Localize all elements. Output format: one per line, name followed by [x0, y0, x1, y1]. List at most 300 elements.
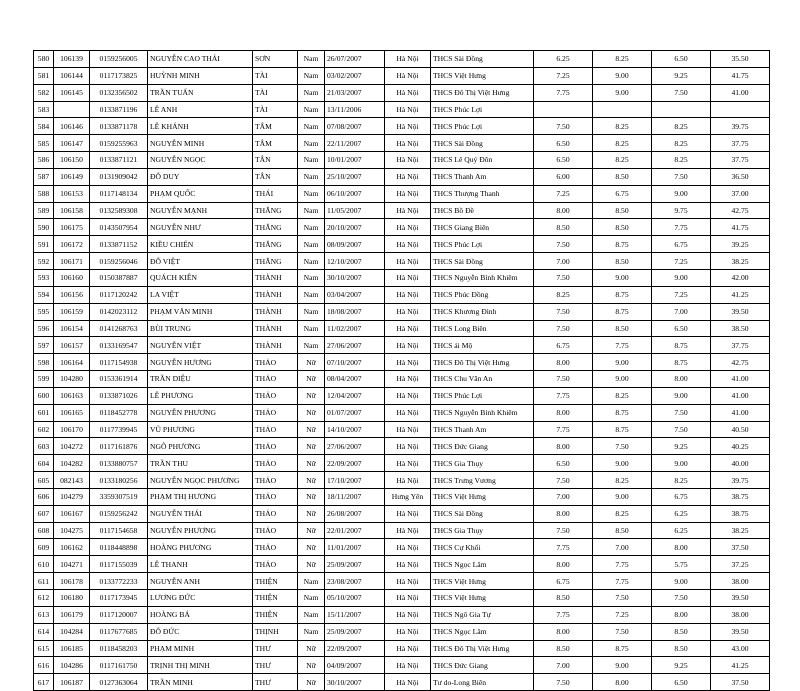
stt-cell: 600	[34, 387, 54, 404]
sbd-cell: 104286	[54, 657, 90, 674]
score-2-cell: 9.00	[593, 84, 652, 101]
score-3-cell: 6.50	[652, 51, 711, 68]
score-2-cell: 6.75	[593, 185, 652, 202]
gender-cell: Nữ	[298, 539, 325, 556]
id-cell: 0133871178	[90, 118, 148, 135]
score-2-cell: 8.25	[593, 505, 652, 522]
score-2-cell: 7.00	[593, 539, 652, 556]
surname-cell: NGUYỄN MẠNH	[148, 202, 253, 219]
surname-cell: HOÀNG BÁ	[148, 606, 253, 623]
gender-cell: Nam	[298, 51, 325, 68]
score-2-cell: 9.00	[593, 354, 652, 371]
table-row	[34, 269, 770, 286]
surname-cell: PHẠM MINH	[148, 640, 253, 657]
score-1-cell: 7.50	[534, 269, 593, 286]
gender-cell: Nữ	[298, 371, 325, 388]
score-2-cell: 8.25	[593, 472, 652, 489]
score-1-cell: 8.00	[534, 354, 593, 371]
school-cell: THCS Sài Đồng	[431, 51, 534, 68]
score-3-cell: 7.25	[652, 253, 711, 270]
school-cell: THCS Nguyễn Bỉnh Khiêm	[431, 269, 534, 286]
dob-cell: 01/07/2007	[325, 404, 385, 421]
total-score-cell: 37.75	[711, 135, 770, 152]
total-score-cell: 37.25	[711, 556, 770, 573]
school-cell: THCS Thượng Thanh	[431, 185, 534, 202]
stt-cell: 594	[34, 286, 54, 303]
dob-cell: 08/04/2007	[325, 371, 385, 388]
table-row	[34, 657, 770, 674]
surname-cell: ĐỖ VIỆT	[148, 253, 253, 270]
school-cell: Tư do-Long Biên	[431, 674, 534, 691]
sbd-cell: 106145	[54, 84, 90, 101]
given-name-cell: THẢO	[253, 539, 298, 556]
given-name-cell: THẢO	[253, 438, 298, 455]
id-cell: 0117161750	[90, 657, 148, 674]
total-score-cell: 40.25	[711, 438, 770, 455]
total-score-cell: 42.75	[711, 354, 770, 371]
sbd-cell: 106149	[54, 168, 90, 185]
surname-cell: NGUYỄN ANH	[148, 573, 253, 590]
score-1-cell	[534, 101, 593, 118]
dob-cell: 26/08/2007	[325, 505, 385, 522]
dob-cell: 13/11/2006	[325, 101, 385, 118]
surname-cell: TRẦN THU	[148, 455, 253, 472]
birthplace-cell: Hà Nội	[385, 505, 431, 522]
id-cell: 0153361914	[90, 371, 148, 388]
school-cell: THCS Lê Quý Đôn	[431, 152, 534, 169]
table-body	[34, 51, 770, 691]
score-3-cell: 8.50	[652, 640, 711, 657]
score-2-cell: 8.50	[593, 219, 652, 236]
gender-cell: Nam	[298, 286, 325, 303]
total-score-cell: 37.00	[711, 185, 770, 202]
total-score-cell: 38.75	[711, 505, 770, 522]
sbd-cell: 106157	[54, 337, 90, 354]
score-1-cell: 7.75	[534, 84, 593, 101]
birthplace-cell: Hà Nội	[385, 152, 431, 169]
given-name-cell: THÀNH	[253, 286, 298, 303]
sbd-cell: 106179	[54, 606, 90, 623]
given-name-cell: TÀI	[253, 67, 298, 84]
stt-cell: 615	[34, 640, 54, 657]
dob-cell: 30/10/2007	[325, 269, 385, 286]
table-row	[34, 253, 770, 270]
gender-cell: Nữ	[298, 472, 325, 489]
surname-cell: LÊ KHÁNH	[148, 118, 253, 135]
birthplace-cell: Hà Nội	[385, 354, 431, 371]
score-3-cell: 9.25	[652, 67, 711, 84]
score-3-cell: 5.75	[652, 556, 711, 573]
stt-cell: 602	[34, 421, 54, 438]
score-3-cell: 9.00	[652, 387, 711, 404]
total-score-cell: 41.25	[711, 286, 770, 303]
birthplace-cell: Hà Nội	[385, 168, 431, 185]
surname-cell: PHẠM THỊ HƯƠNG	[148, 488, 253, 505]
score-3-cell: 7.00	[652, 303, 711, 320]
table-row	[34, 286, 770, 303]
sbd-cell: 104282	[54, 455, 90, 472]
dob-cell: 22/09/2007	[325, 455, 385, 472]
score-2-cell: 7.50	[593, 438, 652, 455]
total-score-cell: 39.25	[711, 236, 770, 253]
sbd-cell: 106154	[54, 320, 90, 337]
stt-cell: 595	[34, 303, 54, 320]
score-1-cell: 6.75	[534, 337, 593, 354]
given-name-cell: THẮNG	[253, 236, 298, 253]
score-2-cell: 7.75	[593, 556, 652, 573]
stt-cell: 580	[34, 51, 54, 68]
sbd-cell: 106185	[54, 640, 90, 657]
table-row	[34, 337, 770, 354]
gender-cell: Nữ	[298, 522, 325, 539]
total-score-cell: 39.75	[711, 472, 770, 489]
sbd-cell: 106156	[54, 286, 90, 303]
stt-cell: 611	[34, 573, 54, 590]
sbd-cell: 106162	[54, 539, 90, 556]
school-cell: THCS Đô Thị Việt Hưng	[431, 84, 534, 101]
table-row	[34, 522, 770, 539]
score-2-cell: 8.25	[593, 51, 652, 68]
surname-cell: LÊ PHƯƠNG	[148, 387, 253, 404]
surname-cell: NGUYỄN HƯƠNG	[148, 354, 253, 371]
birthplace-cell: Hà Nội	[385, 556, 431, 573]
total-score-cell: 42.00	[711, 269, 770, 286]
dob-cell: 03/04/2007	[325, 286, 385, 303]
birthplace-cell: Hà Nội	[385, 539, 431, 556]
stt-cell: 583	[34, 101, 54, 118]
school-cell: THCS Trưng Vương	[431, 472, 534, 489]
given-name-cell: TÂN	[253, 168, 298, 185]
stt-cell: 616	[34, 657, 54, 674]
score-1-cell: 8.25	[534, 286, 593, 303]
dob-cell: 07/08/2007	[325, 118, 385, 135]
sbd-cell: 106178	[54, 573, 90, 590]
gender-cell: Nam	[298, 168, 325, 185]
total-score-cell	[711, 101, 770, 118]
score-1-cell: 6.25	[534, 51, 593, 68]
stt-cell: 590	[34, 219, 54, 236]
id-cell: 0133772233	[90, 573, 148, 590]
stt-cell: 604	[34, 455, 54, 472]
score-3-cell: 7.25	[652, 286, 711, 303]
gender-cell: Nam	[298, 320, 325, 337]
total-score-cell: 38.75	[711, 488, 770, 505]
sbd-cell: 104275	[54, 522, 90, 539]
total-score-cell: 39.75	[711, 118, 770, 135]
sbd-cell: 106153	[54, 185, 90, 202]
given-name-cell: THÁI	[253, 185, 298, 202]
sbd-cell	[54, 101, 90, 118]
score-1-cell: 6.50	[534, 455, 593, 472]
total-score-cell: 37.75	[711, 337, 770, 354]
score-1-cell: 8.00	[534, 623, 593, 640]
dob-cell: 11/05/2007	[325, 202, 385, 219]
sbd-cell: 106164	[54, 354, 90, 371]
surname-cell: PHẠM VĂN MINH	[148, 303, 253, 320]
score-3-cell: 9.00	[652, 573, 711, 590]
total-score-cell: 41.00	[711, 404, 770, 421]
table-row	[34, 404, 770, 421]
student-score-table	[33, 50, 770, 691]
dob-cell: 03/02/2007	[325, 67, 385, 84]
table-row	[34, 455, 770, 472]
score-1-cell: 7.50	[534, 236, 593, 253]
id-cell: 0117155039	[90, 556, 148, 573]
id-cell: 0159256005	[90, 51, 148, 68]
birthplace-cell: Hà Nội	[385, 185, 431, 202]
birthplace-cell: Hà Nội	[385, 135, 431, 152]
birthplace-cell: Hà Nội	[385, 84, 431, 101]
given-name-cell: TÂM	[253, 135, 298, 152]
stt-cell: 596	[34, 320, 54, 337]
score-1-cell: 8.00	[534, 202, 593, 219]
score-3-cell: 8.00	[652, 539, 711, 556]
sbd-cell: 106147	[54, 135, 90, 152]
surname-cell: NGUYỄN THÁI	[148, 505, 253, 522]
gender-cell: Nữ	[298, 421, 325, 438]
table-row	[34, 640, 770, 657]
score-3-cell: 8.75	[652, 337, 711, 354]
sbd-cell: 106150	[54, 152, 90, 169]
id-cell: 0117173825	[90, 67, 148, 84]
given-name-cell: THẢO	[253, 404, 298, 421]
stt-cell: 581	[34, 67, 54, 84]
birthplace-cell: Hà Nội	[385, 573, 431, 590]
score-3-cell: 6.50	[652, 320, 711, 337]
total-score-cell: 41.75	[711, 67, 770, 84]
id-cell: 0131909042	[90, 168, 148, 185]
id-cell: 3359307519	[90, 488, 148, 505]
school-cell: THCS Đức Giang	[431, 438, 534, 455]
sbd-cell: 106146	[54, 118, 90, 135]
birthplace-cell: Hà Nội	[385, 236, 431, 253]
total-score-cell: 37.50	[711, 674, 770, 691]
sbd-cell: 082143	[54, 472, 90, 489]
dob-cell: 06/10/2007	[325, 185, 385, 202]
stt-cell: 598	[34, 354, 54, 371]
given-name-cell: THẢO	[253, 472, 298, 489]
table-row	[34, 606, 770, 623]
school-cell: THCS Phúc Đồng	[431, 286, 534, 303]
sbd-cell: 104279	[54, 488, 90, 505]
score-2-cell: 9.00	[593, 371, 652, 388]
birthplace-cell: Hà Nội	[385, 67, 431, 84]
id-cell: 0132589308	[90, 202, 148, 219]
table-row	[34, 573, 770, 590]
stt-cell: 593	[34, 269, 54, 286]
gender-cell: Nam	[298, 573, 325, 590]
given-name-cell: THẢO	[253, 371, 298, 388]
surname-cell: LƯƠNG ĐỨC	[148, 590, 253, 607]
table-row	[34, 219, 770, 236]
birthplace-cell: Hà Nội	[385, 219, 431, 236]
dob-cell: 25/10/2007	[325, 168, 385, 185]
school-cell: THCS Bồ Đề	[431, 202, 534, 219]
table-row	[34, 472, 770, 489]
school-cell: THCS Việt Hưng	[431, 488, 534, 505]
stt-cell: 592	[34, 253, 54, 270]
birthplace-cell: Hà Nội	[385, 202, 431, 219]
given-name-cell: THÀNH	[253, 269, 298, 286]
school-cell: THCS Việt Hưng	[431, 590, 534, 607]
id-cell: 0118452778	[90, 404, 148, 421]
birthplace-cell: Hà Nội	[385, 253, 431, 270]
id-cell: 0117154938	[90, 354, 148, 371]
stt-cell: 608	[34, 522, 54, 539]
score-1-cell: 7.75	[534, 387, 593, 404]
sbd-cell: 106170	[54, 421, 90, 438]
score-2-cell: 7.50	[593, 623, 652, 640]
school-cell: THCS Thanh Am	[431, 421, 534, 438]
score-3-cell: 8.25	[652, 118, 711, 135]
total-score-cell: 41.00	[711, 387, 770, 404]
dob-cell: 17/10/2007	[325, 472, 385, 489]
gender-cell: Nữ	[298, 455, 325, 472]
sbd-cell: 106187	[54, 674, 90, 691]
school-cell: THCS Ngọc Lâm	[431, 556, 534, 573]
surname-cell: LA VIỆT	[148, 286, 253, 303]
table-row	[34, 152, 770, 169]
birthplace-cell: Hà Nội	[385, 606, 431, 623]
birthplace-cell: Hà Nội	[385, 674, 431, 691]
score-1-cell: 7.50	[534, 118, 593, 135]
stt-cell: 612	[34, 590, 54, 607]
score-2-cell: 8.25	[593, 135, 652, 152]
school-cell: THCS Sài Đồng	[431, 135, 534, 152]
score-2-cell: 8.50	[593, 253, 652, 270]
sbd-cell: 104280	[54, 371, 90, 388]
id-cell: 0133871152	[90, 236, 148, 253]
score-1-cell: 7.25	[534, 185, 593, 202]
surname-cell: NGUYỄN MINH	[148, 135, 253, 152]
score-1-cell: 8.00	[534, 404, 593, 421]
gender-cell: Nam	[298, 135, 325, 152]
score-2-cell: 8.25	[593, 118, 652, 135]
score-2-cell: 8.50	[593, 168, 652, 185]
score-2-cell: 9.00	[593, 269, 652, 286]
total-score-cell: 38.25	[711, 253, 770, 270]
school-cell: THCS Việt Hưng	[431, 67, 534, 84]
given-name-cell: THÀNH	[253, 320, 298, 337]
total-score-cell: 41.00	[711, 371, 770, 388]
table-row	[34, 135, 770, 152]
gender-cell: Nam	[298, 337, 325, 354]
given-name-cell: THẢO	[253, 387, 298, 404]
given-name-cell: THẢO	[253, 488, 298, 505]
table-row	[34, 539, 770, 556]
score-1-cell: 7.00	[534, 657, 593, 674]
score-2-cell: 8.75	[593, 303, 652, 320]
score-2-cell: 8.75	[593, 236, 652, 253]
stt-cell: 609	[34, 539, 54, 556]
given-name-cell: TÀI	[253, 101, 298, 118]
total-score-cell: 37.75	[711, 152, 770, 169]
surname-cell: ĐỖ ĐỨC	[148, 623, 253, 640]
surname-cell: LÊ ANH	[148, 101, 253, 118]
gender-cell: Nam	[298, 303, 325, 320]
id-cell: 0117677685	[90, 623, 148, 640]
school-cell: THCS Phúc Lợi	[431, 101, 534, 118]
id-cell: 0117154658	[90, 522, 148, 539]
total-score-cell: 38.50	[711, 320, 770, 337]
id-cell: 0159256242	[90, 505, 148, 522]
score-1-cell: 8.50	[534, 640, 593, 657]
gender-cell: Nữ	[298, 404, 325, 421]
score-3-cell: 9.00	[652, 455, 711, 472]
id-cell: 0159255963	[90, 135, 148, 152]
total-score-cell: 38.25	[711, 522, 770, 539]
school-cell: THCS Thanh Am	[431, 168, 534, 185]
score-1-cell: 7.50	[534, 303, 593, 320]
surname-cell: NGUYỄN VIỆT	[148, 337, 253, 354]
dob-cell: 12/10/2007	[325, 253, 385, 270]
score-1-cell: 7.25	[534, 67, 593, 84]
school-cell: THCS Long Biên	[431, 320, 534, 337]
birthplace-cell: Hà Nội	[385, 337, 431, 354]
dob-cell: 30/10/2007	[325, 674, 385, 691]
score-3-cell: 9.75	[652, 202, 711, 219]
dob-cell: 23/08/2007	[325, 573, 385, 590]
school-cell: THCS Sài Đồng	[431, 253, 534, 270]
given-name-cell: THỊNH	[253, 623, 298, 640]
score-2-cell: 7.75	[593, 573, 652, 590]
surname-cell: NGUYỄN NHƯ	[148, 219, 253, 236]
sbd-cell: 104284	[54, 623, 90, 640]
given-name-cell: THÀNH	[253, 337, 298, 354]
sbd-cell: 106158	[54, 202, 90, 219]
birthplace-cell: Hà Nội	[385, 269, 431, 286]
id-cell: 0117173945	[90, 590, 148, 607]
birthplace-cell: Hà Nội	[385, 404, 431, 421]
total-score-cell: 40.00	[711, 455, 770, 472]
id-cell: 0133880757	[90, 455, 148, 472]
score-1-cell: 8.00	[534, 556, 593, 573]
table-row	[34, 320, 770, 337]
dob-cell: 22/01/2007	[325, 522, 385, 539]
given-name-cell: THƯ	[253, 674, 298, 691]
sbd-cell: 106171	[54, 253, 90, 270]
score-2-cell: 8.50	[593, 320, 652, 337]
given-name-cell: THẢO	[253, 556, 298, 573]
score-3-cell: 8.75	[652, 354, 711, 371]
birthplace-cell: Hà Nội	[385, 303, 431, 320]
score-1-cell: 7.50	[534, 674, 593, 691]
school-cell: THCS Ngọc Lâm	[431, 623, 534, 640]
given-name-cell: THẢO	[253, 421, 298, 438]
stt-cell: 597	[34, 337, 54, 354]
surname-cell: TRẦN DIỆU	[148, 371, 253, 388]
total-score-cell: 41.75	[711, 219, 770, 236]
birthplace-cell: Hà Nội	[385, 472, 431, 489]
table-row	[34, 202, 770, 219]
id-cell: 0132356502	[90, 84, 148, 101]
total-score-cell: 39.50	[711, 623, 770, 640]
gender-cell: Nam	[298, 202, 325, 219]
table-row	[34, 101, 770, 118]
stt-cell: 586	[34, 152, 54, 169]
stt-cell: 585	[34, 135, 54, 152]
surname-cell: QUÁCH KIÊN	[148, 269, 253, 286]
dob-cell: 08/09/2007	[325, 236, 385, 253]
school-cell: THCS Phúc Lợi	[431, 236, 534, 253]
score-1-cell: 7.50	[534, 371, 593, 388]
stt-cell: 614	[34, 623, 54, 640]
table-row	[34, 168, 770, 185]
surname-cell: PHẠM QUỐC	[148, 185, 253, 202]
sbd-cell: 106172	[54, 236, 90, 253]
dob-cell: 26/07/2007	[325, 51, 385, 68]
dob-cell: 07/10/2007	[325, 354, 385, 371]
